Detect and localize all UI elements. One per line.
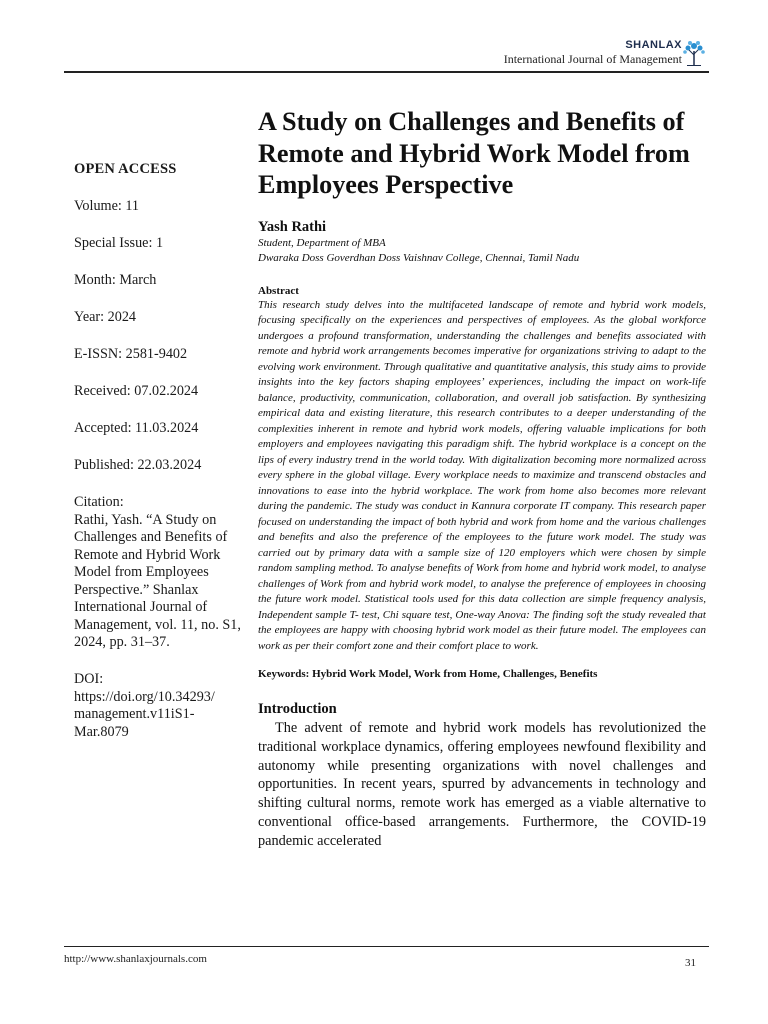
shanlax-tree-logo-icon xyxy=(682,39,706,67)
publisher-brand: SHANLAX xyxy=(625,39,682,51)
received-date: Received: 07.02.2024 xyxy=(74,383,199,399)
journal-header xyxy=(504,39,706,67)
published-date: Published: 22.03.2024 xyxy=(74,457,202,473)
citation xyxy=(74,494,246,652)
doi-link[interactable]: https://doi.org/10.34293/ management.v11iS1-Mar.8079 xyxy=(74,688,215,740)
eissn: E-ISSN: 2581-9402 xyxy=(74,346,188,362)
citation-label: Citation: xyxy=(74,494,124,510)
journal-name: International Journal of Management xyxy=(503,52,682,66)
accepted-date: Accepted: 11.03.2024 xyxy=(74,420,199,436)
special-issue: Special Issue: 1 xyxy=(74,235,164,251)
abstract-text: This research study delves into the multifaceted landscape of remote and hybrid work models, focusing specifically on the experiences and perspectives of employees. As the global workforce undergoes a profound transformation, understanding the challenges and benefits associated with remote and hybrid work arrangements becomes imperative for organizations striving to adapt to the evolving work environment. Through qualitative and quantitative analysis, this study aims to provide insights into the key factors shaping employees’ experiences, including the impact on work-life balance, productivity, communication, collaboration, and overall job satisfaction. By synthesizing empirical data and existing literature, this research contributes to a deeper understanding of the complexities inherent in remote and hybrid work models, offering valuable implications for both employers and employees navigating this paradigm shift. The hybrid workplace is a concept on the lips of every industry trend in the world today. With digitalization becoming more normalized across every sphere in the global village. Every workplace needs to maximize and transcend obstacles and innovations to ease into the hybrid workplace. The work from home also becomes more relevant during the pandemic. The study was conduct in Kannura corporate IT company. This research paper focused on understanding the impact of both hybrid and work from home and the various challenges and benefits and also the preference of the employees to the future work model. The study was carried out by primary data with a sample size of 120 employers which were chosen by simple random sampling method. To analyse benefits of Work from home and hybrid work model, to analyse challenges of Work from and hybrid work model, to analyse the preference of employees in choosing the future work model. Statistical tools used for this data collection are simple frequency analysis, Independent sample T- test, Chi square test, One-way Anova: The finding soft the study revealed that the employees are happy with choosing hybrid work model as their future model. The employees can work as per their comfort zone and their comfort place to work. xyxy=(258,298,706,652)
keywords: Keywords: Hybrid Work Model, Work from Home, Challenges, Benefits xyxy=(258,668,598,680)
introduction-heading: Introduction xyxy=(258,701,337,717)
open-access-label: OPEN ACCESS xyxy=(74,161,177,177)
author-affiliation-role: Student, Department of MBA xyxy=(258,236,386,249)
article-metadata-sidebar xyxy=(74,161,246,761)
footer-url[interactable]: http://www.shanlaxjournals.com xyxy=(64,953,207,965)
author-name: Yash Rathi xyxy=(258,218,327,235)
author-affiliation-institution: Dwaraka Doss Goverdhan Doss Vaishnav College, Chennai, Tamil Nadu xyxy=(258,251,580,264)
header-divider xyxy=(64,71,709,73)
doi xyxy=(74,671,246,741)
year: Year: 2024 xyxy=(74,309,137,325)
citation-text: Rathi, Yash. “A Study on Challenges and Benefits of Remote and Hybrid Work Model from Employees Perspective.” Shanlax International Journal of Management, vol. 11, no. S1, 2024, pp. 31–37. xyxy=(74,511,241,650)
page-number: 31 xyxy=(685,957,696,969)
month: Month: March xyxy=(74,272,157,288)
volume: Volume: 11 xyxy=(74,198,140,214)
footer-divider xyxy=(64,946,709,947)
abstract-heading: Abstract xyxy=(258,284,299,297)
article-main-column xyxy=(258,106,706,946)
article-title: A Study on Challenges and Benefits of Remote and Hybrid Work Model from Employees Perspective xyxy=(258,107,690,199)
introduction-text: The advent of remote and hybrid work models has revolutionized the traditional workplace dynamics, offering employees newfound flexibility and autonomy while presenting organizations with novel challenges and opportunities. In recent years, spurred by advancements in technology and shifting cultural norms, remote work has emerged as a viable alternative to conventional office-based arrangements. Furthermore, the COVID-19 pandemic accelerated xyxy=(258,720,706,849)
doi-label: DOI: xyxy=(74,671,104,687)
